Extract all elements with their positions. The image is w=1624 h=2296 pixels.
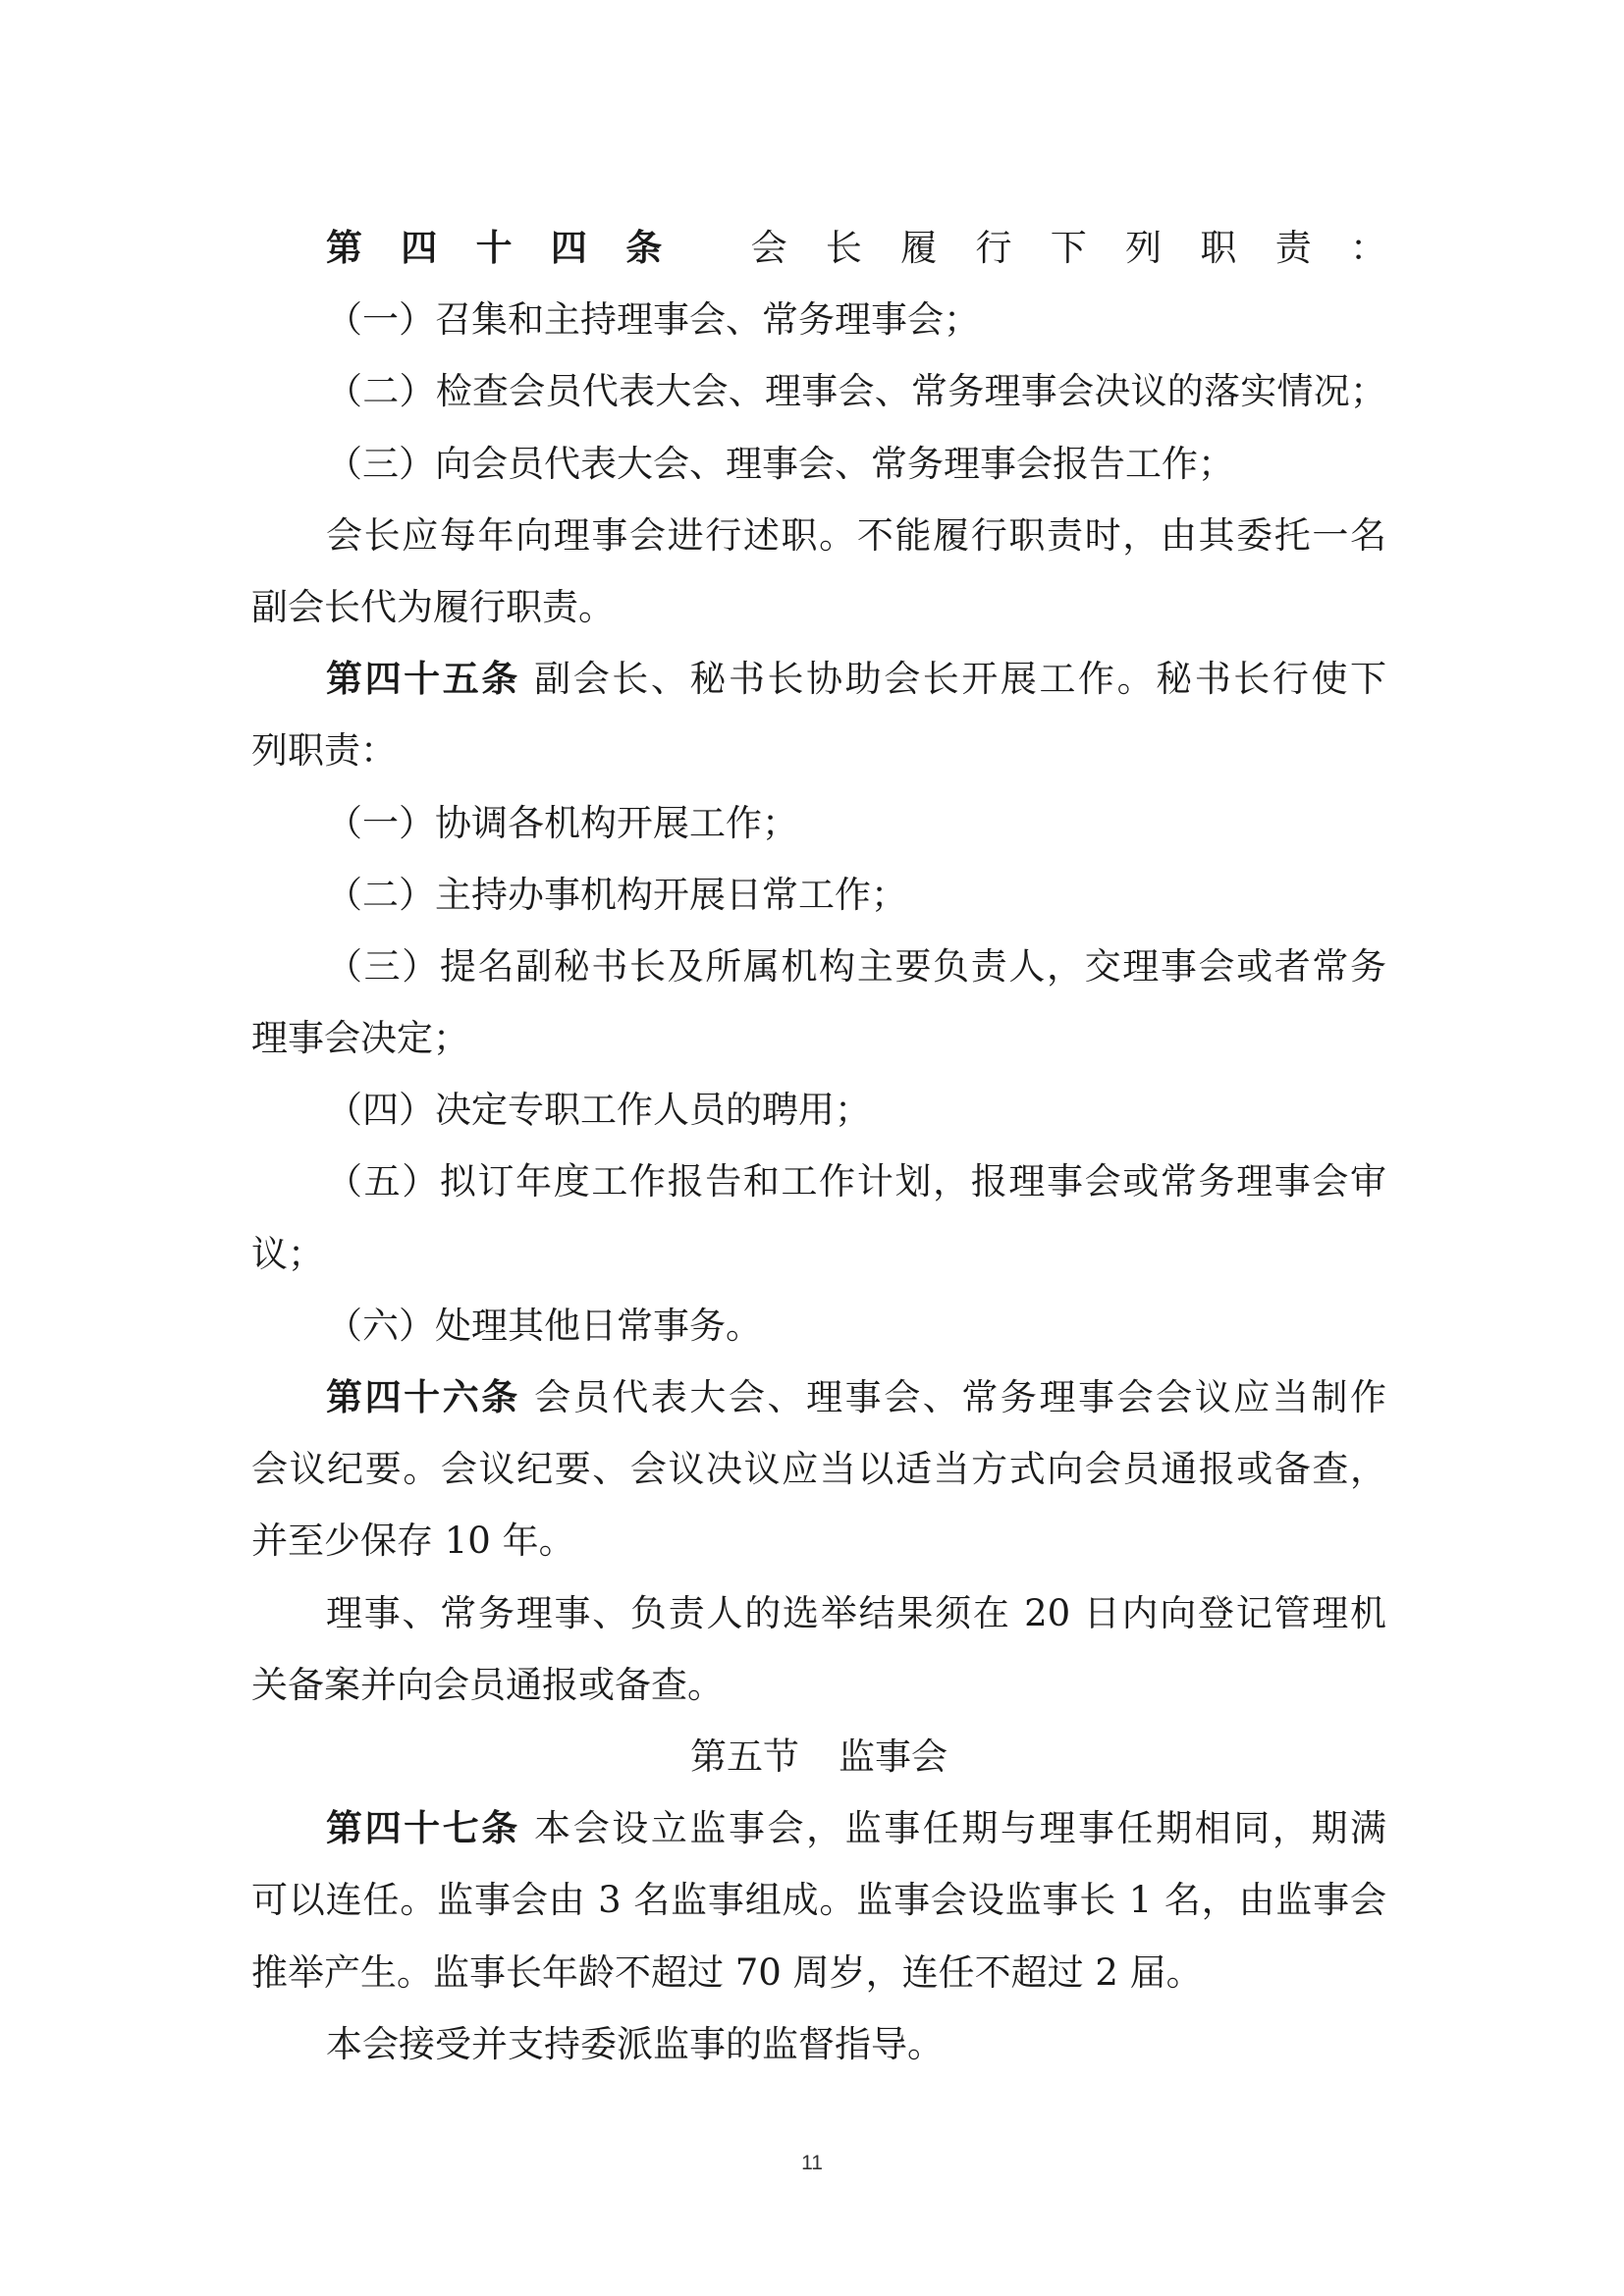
article-45-heading-line [251,643,1386,715]
article-47-text: 本会设立监事会，监事任期与理事任期相同，期满 [534,1807,1386,1850]
article-44-paragraph-line: 会长应每年向理事会进行述职。不能履行职责时，由其委托一名 [326,513,1386,557]
article-47-line-2: 可以连任。监事会由 3 名监事组成。监事会设监事长 1 名，由监事会 [251,1879,1386,1922]
article-45-item-3-end: 理事会决定； [251,1017,469,1060]
article-45-item-3: （三）提名副秘书长及所属机构主要负责人，交理事会或者常务 [326,944,1386,988]
article-44-heading-line [251,212,1386,284]
page-number: 11 [801,2152,823,2174]
article-47-title: 第四十七条 [326,1807,520,1850]
section-number: 第五节 [690,1735,799,1778]
article-44-item-2: （二）检查会员代表大会、理事会、常务理事会决议的落实情况； [326,370,1386,413]
article-47-line-3: 推举产生。监事长年龄不超过 70 周岁，连任不超过 2 届。 [251,1950,1203,1994]
article-46-text: 会员代表大会、理事会、常务理事会会议应当制作 [534,1376,1386,1418]
article-46-paragraph-line-end: 关备案并向会员通报或备查。 [251,1663,724,1706]
article-46-heading-line [251,1362,1386,1433]
article-44-text: 会长履行下列职责： [750,227,1386,269]
article-45-text: 副会长、秘书长协助会长开展工作。秘书长行使下 [534,658,1386,701]
article-45-item-6: （六）处理其他日常事务。 [326,1304,762,1347]
article-45-item-4: （四）决定专职工作人员的聘用； [326,1089,871,1132]
document-body [251,212,1386,2080]
article-45-heading-line-end: 列职责： [251,729,397,773]
section-heading [251,1721,1386,1792]
section-title: 监事会 [839,1735,947,1778]
article-45-item-5: （五）拟订年度工作报告和工作计划，报理事会或常务理事会审 [326,1160,1386,1203]
article-46-paragraph-line: 理事、常务理事、负责人的选举结果须在 20 日内向登记管理机 [326,1591,1386,1634]
article-45-title: 第四十五条 [326,658,520,701]
article-46-title: 第四十六条 [326,1376,520,1418]
article-45-item-2: （二）主持办事机构开展日常工作； [326,873,907,916]
article-46-line-2: 会议纪要。会议纪要、会议决议应当以适当方式向会员通报或备查， [251,1448,1386,1491]
article-47-paragraph: 本会接受并支持委派监事的监督指导。 [326,2022,944,2065]
article-44-item-1: （一）召集和主持理事会、常务理事会； [326,298,980,342]
article-44-paragraph-line-end: 副会长代为履行职责。 [251,585,615,628]
article-44-item-3: （三）向会员代表大会、理事会、常务理事会报告工作； [326,442,1234,485]
article-46-line-3: 并至少保存 10 年。 [251,1520,575,1563]
article-44-title: 第四十四条 [326,227,701,269]
article-45-item-5-end: 议； [251,1232,324,1275]
article-47-heading-line [251,1792,1386,1864]
article-45-item-1: （一）协调各机构开展工作； [326,801,798,844]
